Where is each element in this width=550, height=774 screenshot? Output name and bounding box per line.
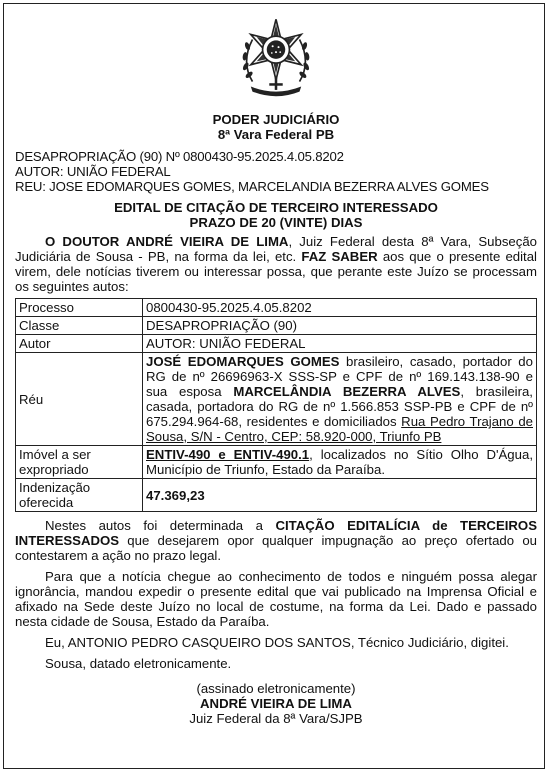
table-row xyxy=(16,317,537,335)
reu-name-2: MARCELÂNDIA BEZERRA ALVES xyxy=(233,384,461,399)
imovel-label: Imóvel a ser expropriado xyxy=(16,446,143,479)
notice-frame xyxy=(3,3,545,769)
citation-paragraph xyxy=(15,518,537,563)
autor-value: AUTOR: UNIÃO FEDERAL xyxy=(143,335,537,353)
intro-text-1: , Juiz Federal desta 8ª Vara, Subseção Judiciária de Sousa - PB, na forma da lei, etc. xyxy=(15,234,538,264)
case-details-table xyxy=(15,298,537,512)
indenizacao-value: 47.369,23 xyxy=(143,479,537,512)
court-name: PODER JUDICIÁRIO xyxy=(212,112,340,127)
typist-paragraph: Eu, ANTONIO PEDRO CASQUEIRO DOS SANTOS, Técnico Judiciário, digitei. xyxy=(45,635,509,650)
reu-text-1: brasileiro, casado, portador do RG de nº 26696963-X SSS-SP e CPF de nº 169.143.138-90 e sua esposa xyxy=(146,354,533,399)
p1-text-1: Nestes autos foi determinada a xyxy=(45,518,276,533)
reu-value xyxy=(143,353,537,446)
notice-content xyxy=(15,16,537,726)
classe-label: Classe xyxy=(16,317,143,335)
processo-label: Processo xyxy=(16,299,143,317)
signature-block xyxy=(15,681,537,726)
table-row xyxy=(16,299,537,317)
case-plaintiff: AUTOR: UNIÃO FEDERAL xyxy=(15,164,171,179)
intro-text-2: aos que o presente edital virem, dele notícias tiverem ou interessar possa, que perante este Juízo se processam os seguintes autos: xyxy=(15,249,537,294)
case-class-number: DESAPROPRIAÇÃO (90) Nº 0800430-95.2025.4.05.8202 xyxy=(15,149,344,164)
imovel-ids: ENTIV-490 e ENTIV-490.1 xyxy=(146,447,310,462)
intro-paragraph xyxy=(15,234,537,294)
table-row xyxy=(16,353,537,446)
case-header xyxy=(15,149,537,194)
table-row xyxy=(16,335,537,353)
p1-bold: CITAÇÃO EDITALÍCIA de TERCEIROS INTERESSADOS xyxy=(15,518,537,548)
imovel-text: , localizados no Sítio Olho D'Água, Município de Triunfo, Estado da Paraíba. xyxy=(146,447,533,477)
court-division: 8ª Vara Federal PB xyxy=(217,127,335,142)
edital-title xyxy=(15,200,537,230)
case-defendants: REU: JOSE EDOMARQUES GOMES, MARCELANDIA BEZERRA ALVES GOMES xyxy=(15,179,489,194)
judge-name: O DOUTOR ANDRÉ VIEIRA DE LIMA xyxy=(45,234,289,249)
signature-role: Juiz Federal da 8ª Vara/SJPB xyxy=(189,711,363,726)
signature-note: (assinado eletronicamente) xyxy=(196,681,356,696)
publication-paragraph: Para que a notícia chegue ao conhecimento de todos e ninguém possa alegar ignorância, mandou expedir o presente edital que vai publicado na Imprensa Oficial e afixado na Sede deste Juízo no local de costume, na forma da Lei. Dado e passado nesta cidade de Sousa, Estado da Paraíba. xyxy=(15,569,537,629)
table-row xyxy=(16,479,537,512)
reu-address: Rua Pedro Trajano de Sousa, S/N - Centro, CEP: 58.920-000, Triunfo PB xyxy=(146,414,533,444)
brasao-republica-icon xyxy=(234,16,318,100)
indenizacao-label: Indenização oferecida xyxy=(16,479,143,512)
faz-saber: FAZ SABER xyxy=(301,249,378,264)
court-heading xyxy=(15,112,537,142)
autor-label: Autor xyxy=(16,335,143,353)
classe-value: DESAPROPRIAÇÃO (90) xyxy=(143,317,537,335)
p1-text-2: que desejarem opor qualquer impugnação ao preço ofertado ou contestarem a ação no prazo legal. xyxy=(15,533,537,563)
signature-name: ANDRÉ VIEIRA DE LIMA xyxy=(200,696,352,711)
edital-title-line1: EDITAL DE CITAÇÃO DE TERCEIRO INTERESSADO xyxy=(114,200,438,215)
date-paragraph: Sousa, datado eletronicamente. xyxy=(45,656,232,671)
reu-name-1: JOSÉ EDOMARQUES GOMES xyxy=(146,354,340,369)
reu-label: Réu xyxy=(16,353,143,446)
processo-value: 0800430-95.2025.4.05.8202 xyxy=(143,299,537,317)
table-row xyxy=(16,446,537,479)
reu-text-2: , brasileira, casada, portadora do RG de nº 1.566.853 SSP-PB e CPF de nº 675.294.964-68, residentes e domiciliados xyxy=(146,384,533,429)
edital-title-line2: PRAZO DE 20 (VINTE) DIAS xyxy=(189,215,363,230)
imovel-value xyxy=(143,446,537,479)
